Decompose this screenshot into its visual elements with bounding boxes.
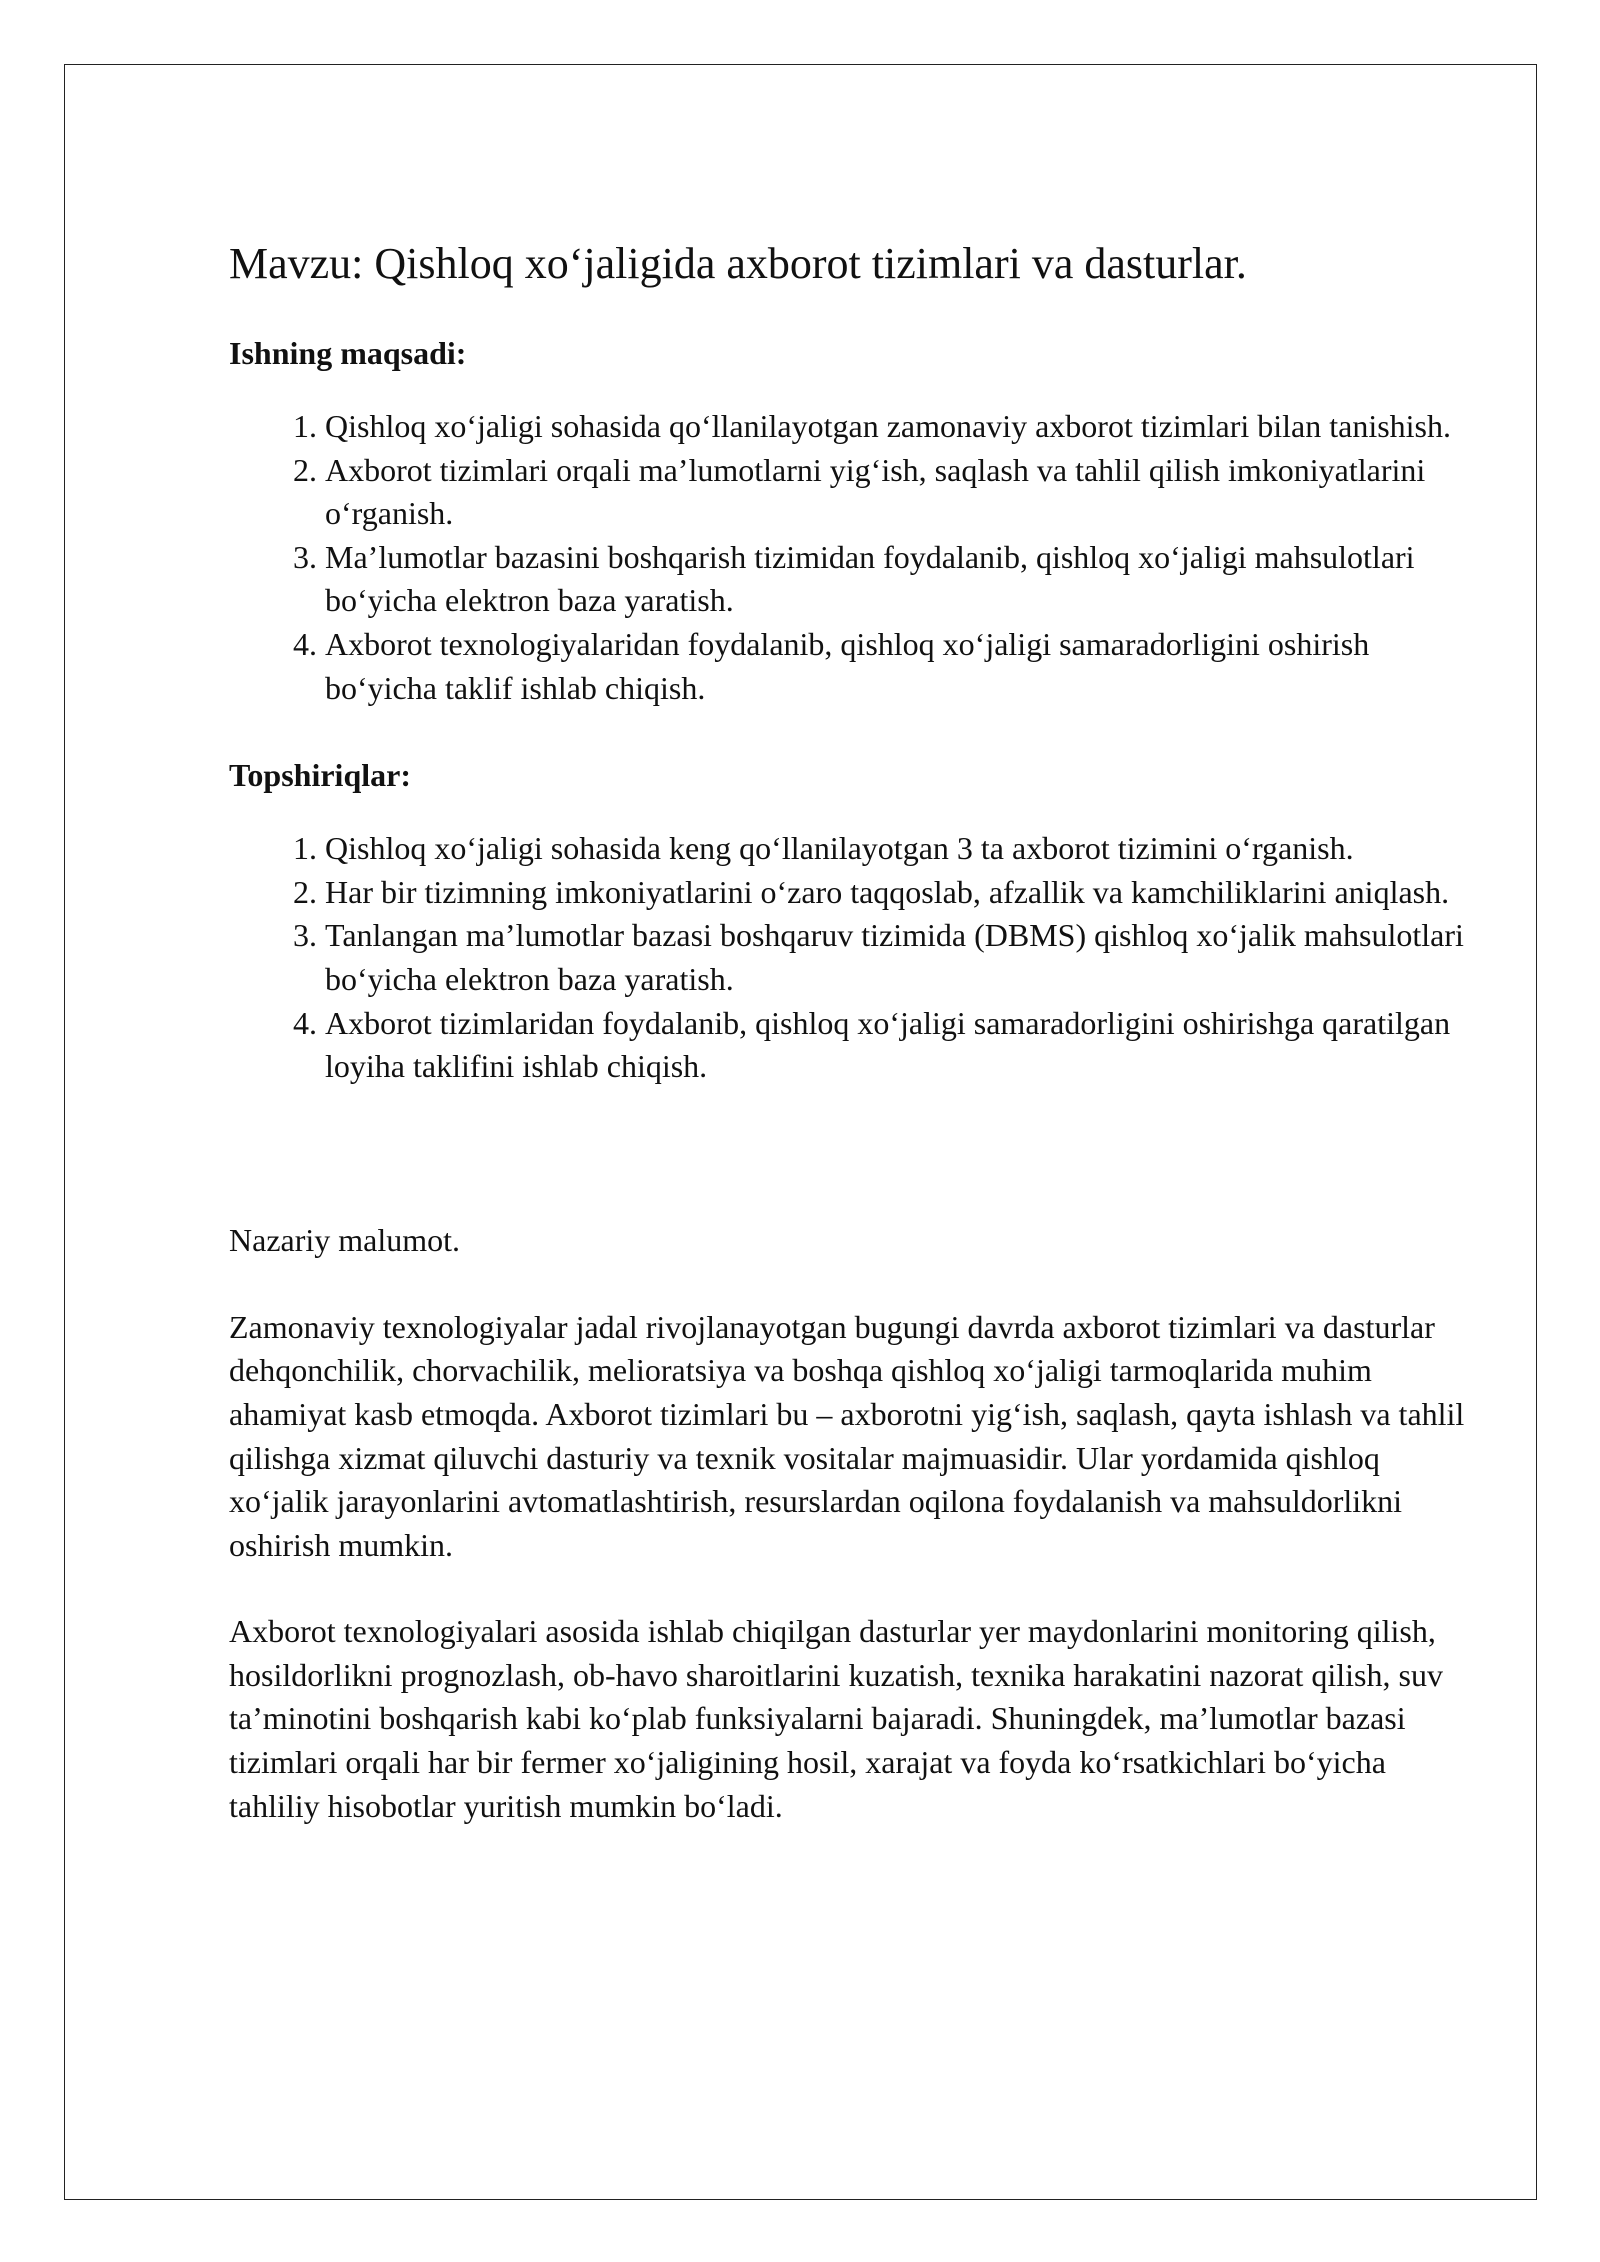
- goals-list: [229, 405, 1479, 710]
- document-title: Mavzu: Qishloq xo‘jaligida axborot tizimlari va dasturlar.: [229, 239, 1247, 288]
- goal-item: 3. Ma’lumotlar bazasini boshqarish tizimidan foydalanib, qishloq xo‘jaligi mahsulotlari bo‘yicha elektron baza yaratish.: [325, 536, 1479, 623]
- task-item: 4. Axborot tizimlaridan foydalanib, qishloq xo‘jaligi samaradorligini oshirishga qaratilgan loyiha taklifini ishlab chiqish.: [325, 1002, 1479, 1089]
- task-item: 2. Har bir tizimning imkoniyatlarini o‘zaro taqqoslab, afzallik va kamchiliklarini aniqlash.: [325, 871, 1479, 915]
- theory-paragraph: Zamonaviy texnologiyalar jadal rivojlanayotgan bugungi davrda axborot tizimlari va dasturlar dehqonchilik, chorvachilik, melioratsiya va boshqa qishloq xo‘jaligi tarmoqlarida muhim ahamiyat kasb etmoqda. Axborot tizimlari bu – axborotni yig‘ish, saqlash, qayta ishlash va tahlil qilishga xizmat qiluvchi dasturiy va texnik vositalar majmuasidir. Ular yordamida qishloq xo‘jalik jarayonlarini avtomatlashtirish, resurslardan oqilona foydalanish va mahsuldorlikni oshirish mumkin.: [229, 1308, 1465, 1563]
- task-item: 3. Tanlangan ma’lumotlar bazasi boshqaruv tizimida (DBMS) qishloq xo‘jalik mahsulotlari bo‘yicha elektron baza yaratish.: [325, 914, 1479, 1001]
- task-item: 1. Qishloq xo‘jaligi sohasida keng qo‘llanilayotgan 3 ta axborot tizimini o‘rganish.: [325, 827, 1479, 871]
- tasks-heading: Topshiriqlar:: [229, 757, 411, 794]
- goals-heading: Ishning maqsadi:: [229, 335, 467, 371]
- goal-item: 1. Qishloq xo‘jaligi sohasida qo‘llanilayotgan zamonaviy axborot tizimlari bilan tanishish.: [325, 405, 1479, 449]
- theory-paragraph: Axborot texnologiyalari asosida ishlab chiqilgan dasturlar yer maydonlarini monitoring qilish, hosildorlikni prognozlash, ob-havo sharoitlarini kuzatish, texnika harakatini nazorat qilish, suv ta’minotini boshqarish kabi ko‘plab funksiyalarni bajaradi. Shuningdek, ma’lumotlar bazasi tizimlari orqali har bir fermer xo‘jaligining hosil, xarajat va foyda ko‘rsatkichlari bo‘yicha tahliliy hisobotlar yuritish mumkin bo‘ladi.: [229, 1613, 1443, 1824]
- theory-label: Nazariy malumot.: [229, 1221, 461, 1258]
- goal-item: 4. Axborot texnologiyalaridan foydalanib, qishloq xo‘jaligi samaradorligini oshirish bo‘yicha taklif ishlab chiqish.: [325, 623, 1479, 710]
- document-body: [229, 236, 1479, 1871]
- tasks-list: [229, 827, 1479, 1089]
- goal-item: 2. Axborot tizimlari orqali ma’lumotlarni yig‘ish, saqlash va tahlil qilish imkoniyatlarini o‘rganish.: [325, 449, 1479, 536]
